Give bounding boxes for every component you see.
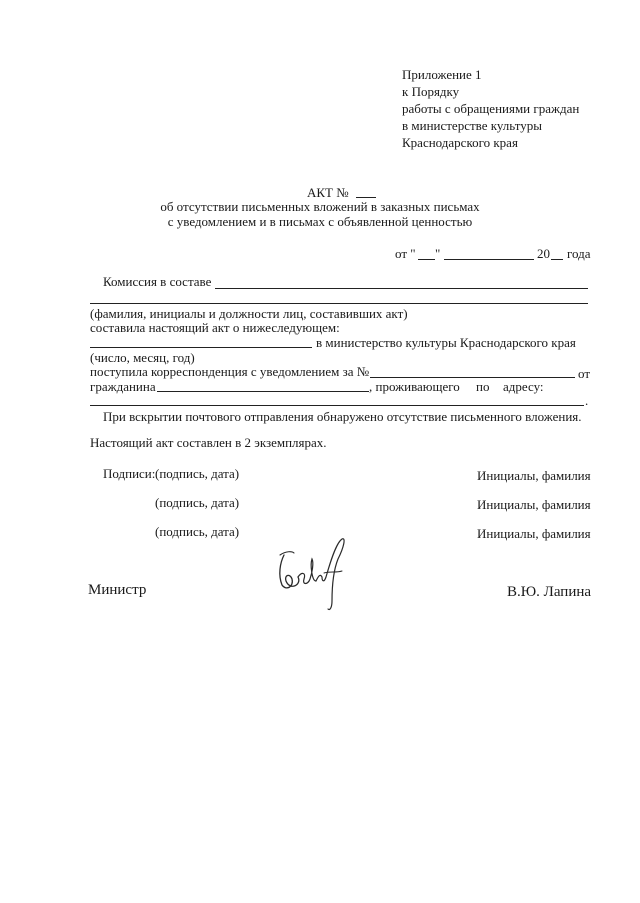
date-prefix: от " [395,246,416,261]
date-received-line [90,347,312,348]
appendix-line: в министерстве культуры [402,118,542,133]
ministry-text: в министерство культуры Краснодарского края [316,335,576,350]
year-suffix: года [567,246,591,261]
signature-placeholder: (подпись, дата) [155,466,240,481]
commission-label: Комиссия в составе [103,274,212,289]
signature-placeholder: (подпись, дата) [155,524,240,539]
act-title: АКТ № [307,185,349,200]
appendix-block [402,66,579,151]
citizen-line [157,391,369,392]
day-line [418,259,435,260]
signature-placeholder: (подпись, дата) [155,495,240,510]
minister-name: В.Ю. Лапина [507,584,592,600]
date-note: (число, месяц, год) [90,350,195,365]
title-line-2: с уведомлением и в письмах с объявленной ценностью [167,214,473,229]
appendix-line: Приложение 1 [402,67,482,82]
month-line [444,259,534,260]
appendix-line: работы с обращениями граждан [402,101,580,116]
appendix-line: к Порядку [402,84,460,99]
address-period: . [585,393,589,408]
initials-placeholder: Инициалы, фамилия [477,468,591,483]
year-line [551,259,563,260]
at-text: по [476,379,490,394]
commission-line-2 [90,303,588,304]
address-text: адресу: [503,379,544,394]
act-number-line [356,197,376,198]
address-line [90,405,584,406]
commission-line [215,288,588,289]
date-quote-close: " [435,246,441,261]
minister-title: Министр [88,582,147,598]
citizen-label: гражданина [90,379,156,394]
corr-number-line [370,377,575,378]
appendix-line: Краснодарского края [402,135,518,150]
initials-placeholder: Инициалы, фамилия [477,497,591,512]
signatures-label: Подписи: [103,466,156,481]
drafted-text: составила настоящий акт о нижеследующем: [90,320,340,335]
opening-statement: При вскрытии почтового отправления обнаружено отсутствие письменного вложения. [103,409,582,424]
received-text: поступила корреспонденция с уведомлением за № [90,364,370,379]
residing-text: , проживающего [369,379,460,394]
from-text: от [578,366,591,381]
year-prefix: 20 [537,246,550,261]
handwritten-signature [272,533,352,613]
title-line-1: об отсутствии письменных вложений в заказных письмах [160,199,480,214]
commission-note: (фамилия, инициалы и должности лиц, составивших акт) [90,306,408,321]
copies-statement: Настоящий акт составлен в 2 экземплярах. [90,435,327,450]
initials-placeholder: Инициалы, фамилия [477,526,591,541]
